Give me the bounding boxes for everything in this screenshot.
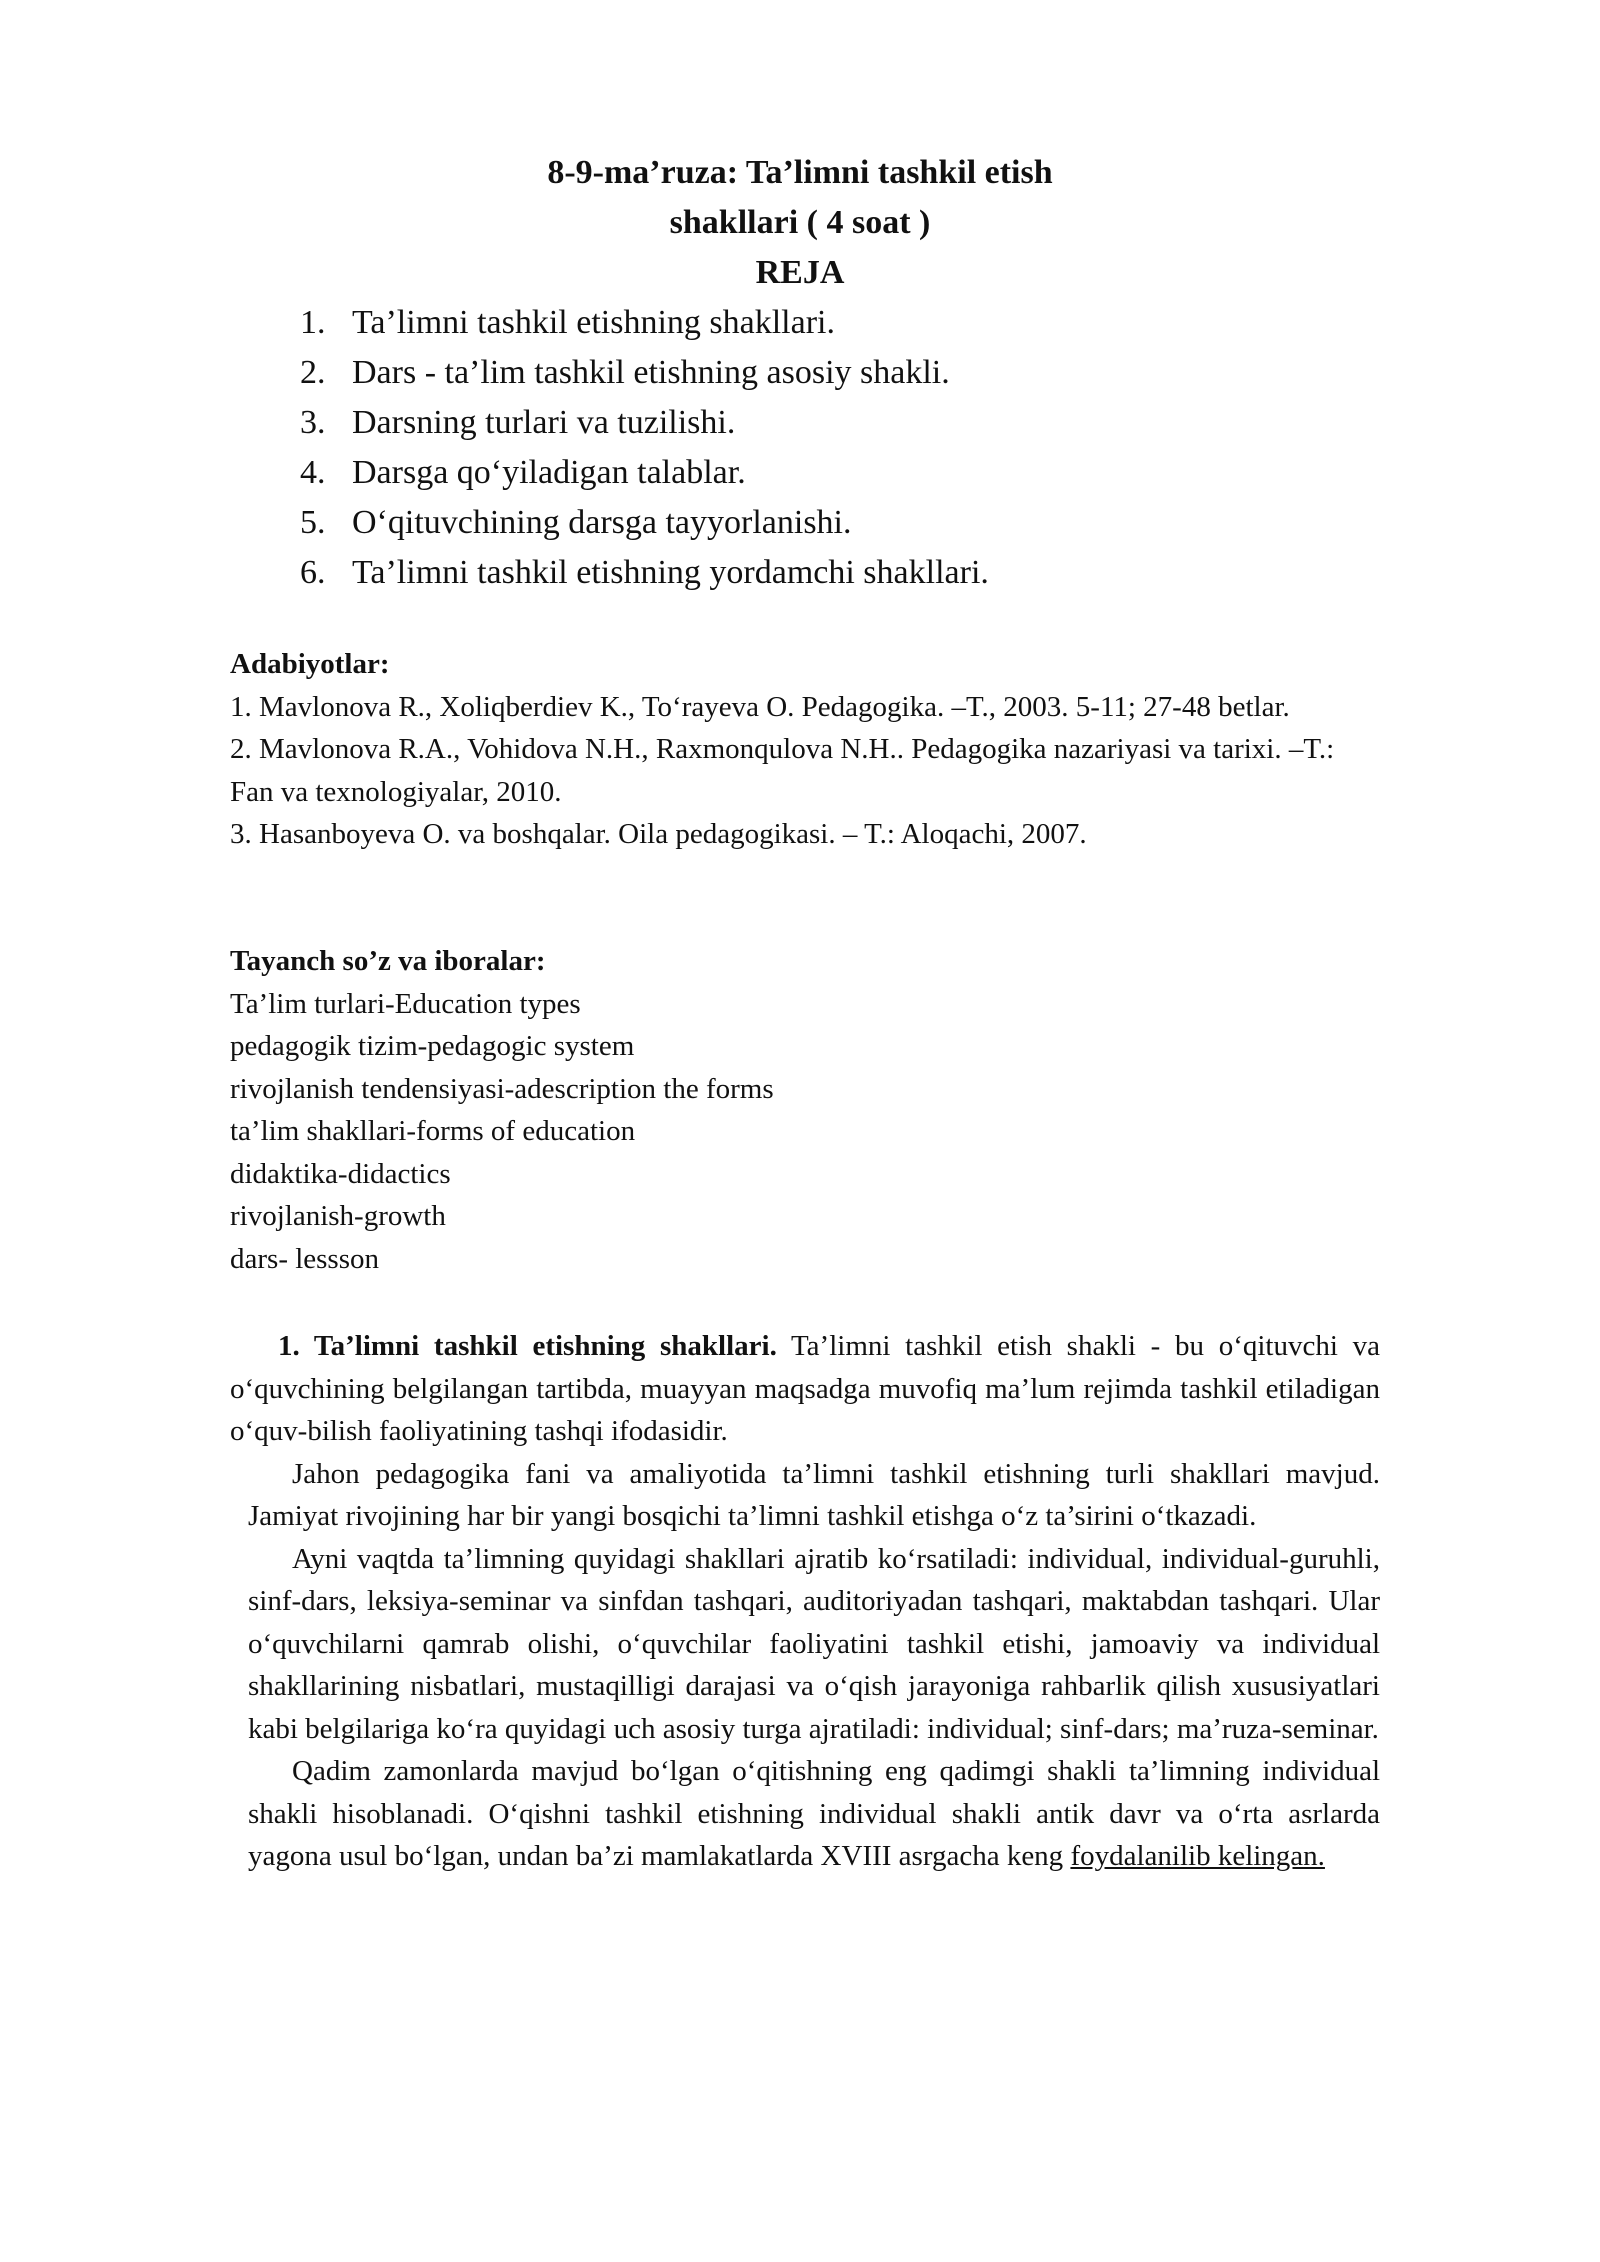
paragraph-2: Jahon pedagogika fani va amaliyotida ta’limni tashkil etishning turli shakllari mavjud. Jamiyat rivojining har bir yangi bosqichi ta’limni tashkil etishga o‘z ta’sirini o‘tkazadi.	[248, 1457, 1380, 1532]
keywords-heading: Tayanch so’z va iboralar:	[230, 945, 546, 977]
plan-item-number: 1.	[300, 304, 326, 341]
keyword-item: ta’lim shakllari-forms of education	[230, 1115, 636, 1147]
plan-item-text: O‘qituvchining darsga tayyorlanishi.	[352, 504, 852, 541]
plan-item	[300, 548, 989, 598]
keyword-item: dars- lessson	[230, 1242, 380, 1275]
plan-item-text: Dars - ta’lim tashkil etishning asosiy shakli.	[352, 354, 950, 391]
keyword-item: didaktika-didactics	[230, 1157, 451, 1190]
plan-list	[300, 298, 989, 598]
paragraph-3: Ayni vaqtda ta’limning quyidagi shakllari ajratib ko‘rsatiladi: individual, individual-guruhli, sinf-dars, leksiya-seminar va sinfdan tashqari, auditoriyadan tashqari, maktabdan tashqari. Ular o‘quvchilarni qamrab olishi, o‘quvchilar faoliyatini tashkil etishi, jamoaviy va individual shakllarining nisbatlari, mustaqilligi darajasi va o‘qish jarayoniga rahbarlik qilish xususiyatlari kabi belgilariga ko‘ra quyidagi uch asosiy turga ajratiladi: individual; sinf-dars; ma’ruza-seminar.	[248, 1542, 1380, 1745]
keyword-item: rivojlanish-growth	[230, 1200, 446, 1232]
plan-item	[300, 398, 989, 448]
plan-item-text: Darsning turlari va tuzilishi.	[352, 404, 736, 441]
plan-item-number: 5.	[300, 504, 326, 541]
keyword-item: pedagogik tizim-pedagogic system	[230, 1030, 635, 1062]
plan-item-number: 2.	[300, 354, 326, 391]
plan-item	[300, 448, 989, 498]
title-line-1: 8-9-ma’ruza: Ta’limni tashkil etish	[547, 154, 1053, 191]
keyword-item: Ta’lim turlari-Education types	[230, 987, 581, 1020]
keyword-item: rivojlanish tendensiyasi-adescription the forms	[230, 1072, 774, 1105]
lecture-title	[0, 148, 1600, 298]
plan-item-number: 3.	[300, 404, 326, 441]
plan-item	[300, 498, 989, 548]
literature-entry: 1. Mavlonova R., Xoliqberdiev K., To‘rayeva O. Pedagogika. –T., 2003. 5-11; 27-48 betlar.	[230, 690, 1290, 723]
literature-entry: 2. Mavlonova R.A., Vohidova N.H., Raxmonqulova N.H.. Pedagogika nazariyasi va tarixi. –T.: Fan va texnologiyalar, 2010.	[230, 733, 1335, 808]
section-1-heading: 1. Ta’limni tashkil etishning shakllari.	[278, 1330, 777, 1362]
literature-entry: 3. Hasanboyeva O. va boshqalar. Oila pedagogikasi. – T.: Aloqachi, 2007.	[230, 818, 1087, 850]
paragraph-4	[248, 1750, 1380, 1878]
literature-section	[230, 643, 1380, 856]
plan-item-text: Ta’limni tashkil etishning shakllari.	[352, 304, 835, 341]
keywords-section	[230, 940, 1380, 1280]
body-text	[230, 1325, 1380, 1878]
paragraph-4-underlined-text: foydalanilib kelingan.	[1070, 1840, 1325, 1872]
paragraph-4-text: Qadim zamonlarda mavjud bo‘lgan o‘qitishning eng qadimgi shakli ta’limning individual shakli hisoblanadi. O‘qishni tashkil etishning individual shakli antik davr va o‘rta asrlarda yagona usul bo‘lgan, undan ba’zi mamlakatlarda XVIII asrgacha keng	[248, 1755, 1380, 1872]
title-line-2: shakllari ( 4 soat )	[669, 204, 931, 241]
plan-heading: REJA	[755, 254, 845, 291]
plan-item-text: Darsga qo‘yiladigan talablar.	[352, 454, 746, 491]
plan-item-text: Ta’limni tashkil etishning yordamchi shakllari.	[352, 554, 989, 591]
section-1-text: Ta’limni tashkil etish shakli - bu o‘qituvchi va o‘quvchining belgilangan tartibda, muayyan maqsadga muvofiq ma’lum rejimda tashkil etiladigan o‘quv-bilish faoliyatining tashqi ifodasidir.	[230, 1330, 1380, 1447]
plan-item	[300, 348, 989, 398]
plan-item-number: 6.	[300, 554, 326, 591]
plan-item-number: 4.	[300, 454, 326, 491]
literature-heading: Adabiyotlar:	[230, 648, 390, 680]
section-1-paragraph	[230, 1325, 1380, 1453]
plan-item	[300, 298, 989, 348]
